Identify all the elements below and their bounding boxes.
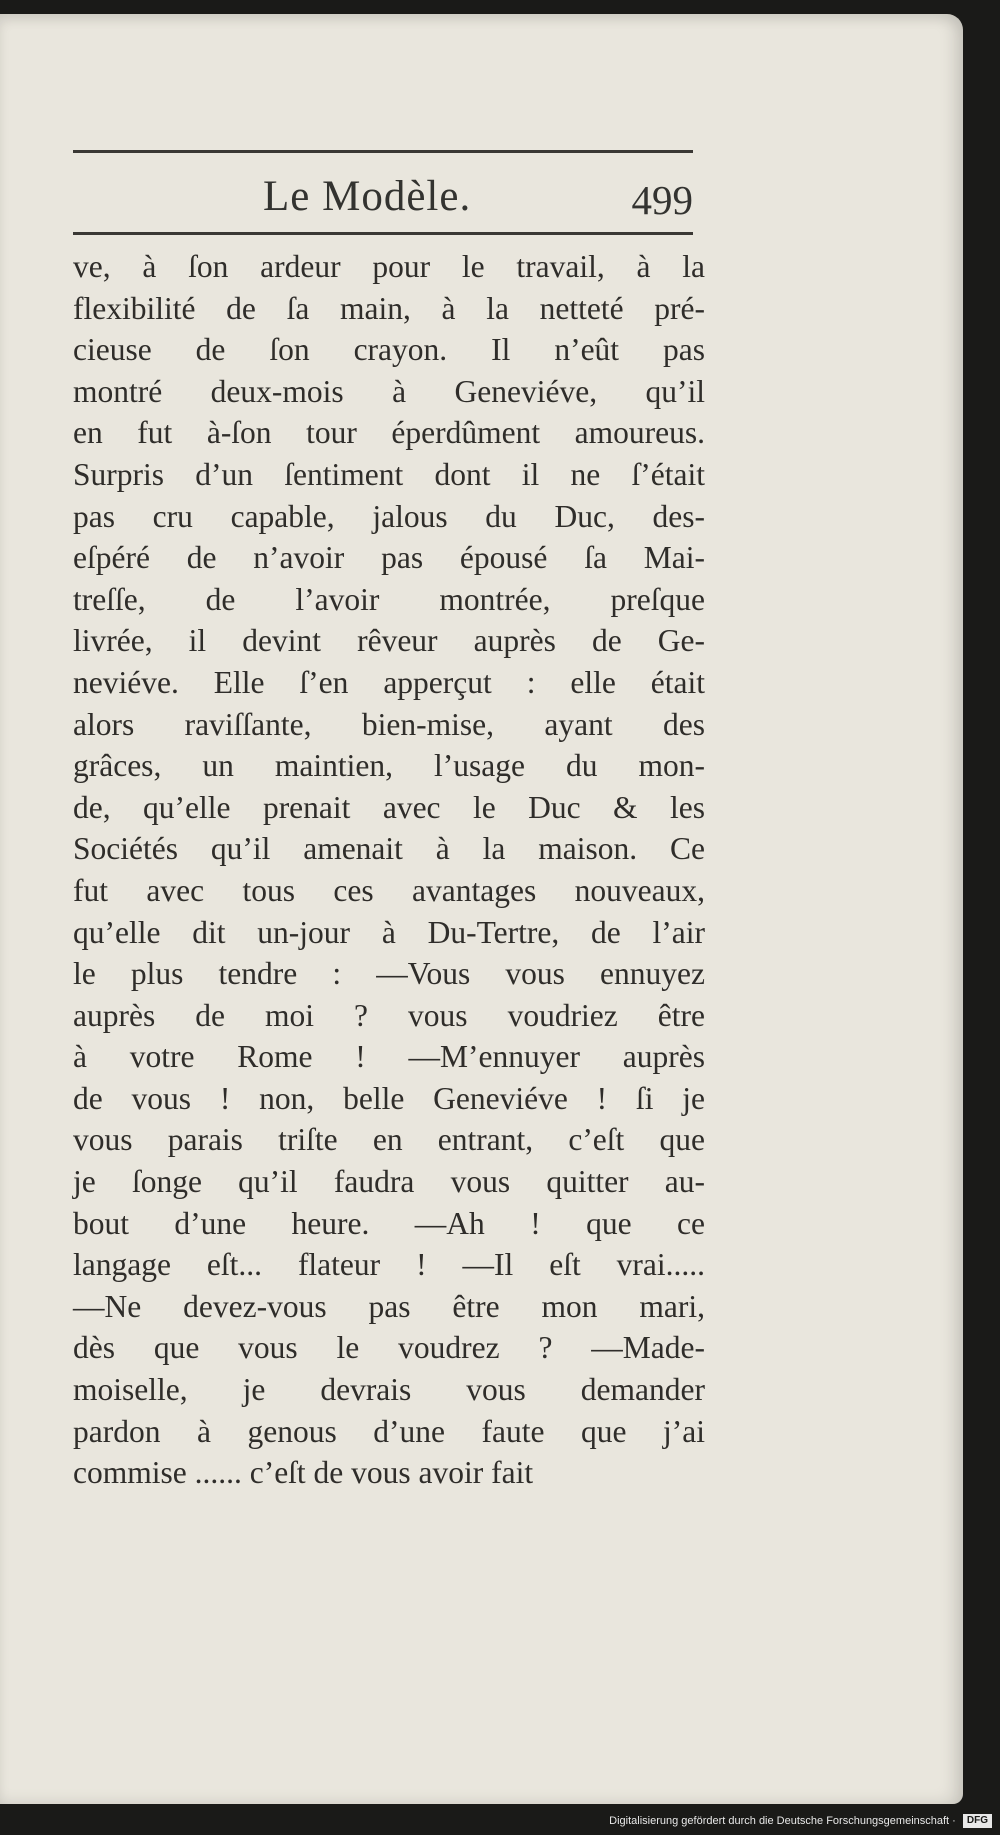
- text-line: vous parais triſte en entrant, c’eſt que: [73, 1122, 705, 1158]
- running-title: Le Modèle.: [263, 173, 472, 220]
- text-line: grâces, un maintien, l’usage du mon-: [73, 748, 705, 784]
- text-line: qu’elle dit un-jour à Du-Tertre, de l’air: [73, 914, 705, 950]
- text-line: je ſonge qu’il faudra vous quitter au-: [73, 1164, 705, 1200]
- text-line: neviéve. Elle ſ’en apperçut : elle était: [73, 664, 705, 700]
- text-line: le plus tendre : —Vous vous ennuyez: [73, 956, 705, 992]
- dfg-logo: DFG: [963, 1814, 992, 1828]
- text-line: eſpéré de n’avoir pas épousé ſa Mai-: [73, 540, 705, 576]
- text-line: ve, à ſon ardeur pour le travail, à la: [73, 249, 705, 284]
- body-text: [73, 246, 705, 1494]
- text-line: flexibilité de ſa main, à la netteté pré-: [73, 290, 705, 326]
- text-line: moiselle, je devrais vous demander: [73, 1372, 705, 1408]
- text-line: treſſe, de l’avoir montrée, preſque: [73, 581, 705, 617]
- text-line: bout d’une heure. —Ah ! que ce: [73, 1205, 705, 1241]
- header-rule-top: [73, 150, 693, 153]
- header-rule-bottom: [73, 232, 693, 235]
- text-line: montré deux-mois à Geneviéve, qu’il: [73, 373, 705, 409]
- text-line: langage eſt... flateur ! —Il eſt vrai.....: [73, 1247, 705, 1283]
- text-line: pas cru capable, jalous du Duc, des-: [73, 498, 705, 534]
- text-line: livrée, il devint rêveur auprès de Ge-: [73, 623, 705, 659]
- text-line: Surpris d’un ſentiment dont il ne ſ’était: [73, 456, 705, 492]
- text-line: de vous ! non, belle Geneviéve ! ſi je: [73, 1080, 705, 1116]
- credit-text: Digitalisierung gefördert durch die Deutsche Forschungsgemeinschaft ·: [609, 1815, 956, 1827]
- text-line: en fut à-ſon tour éperdûment amoureus.: [73, 415, 705, 451]
- text-line: dès que vous le voudrez ? —Made-: [73, 1330, 705, 1366]
- text-line: cieuse de ſon crayon. Il n’eût pas: [73, 332, 705, 368]
- text-line: —Ne devez-vous pas être mon mari,: [73, 1288, 705, 1324]
- text-line: alors raviſſante, bien-mise, ayant des: [73, 706, 705, 742]
- text-line: commise ...... c’eſt de vous avoir fait: [73, 1455, 534, 1491]
- text-line: de, qu’elle prenait avec le Duc & les: [73, 789, 705, 825]
- book-page: [0, 14, 963, 1804]
- text-line: Sociétés qu’il amenait à la maison. Ce: [73, 831, 705, 867]
- text-line: pardon à genous d’une faute que j’ai: [73, 1413, 705, 1449]
- digitization-credit: [609, 1811, 992, 1831]
- page-number: 499: [631, 177, 693, 223]
- running-head: [73, 172, 693, 232]
- text-line: auprès de moi ? vous voudriez être: [73, 997, 705, 1033]
- text-line: à votre Rome ! —M’ennuyer auprès: [73, 1039, 705, 1075]
- text-line: fut avec tous ces avantages nouveaux,: [73, 872, 705, 908]
